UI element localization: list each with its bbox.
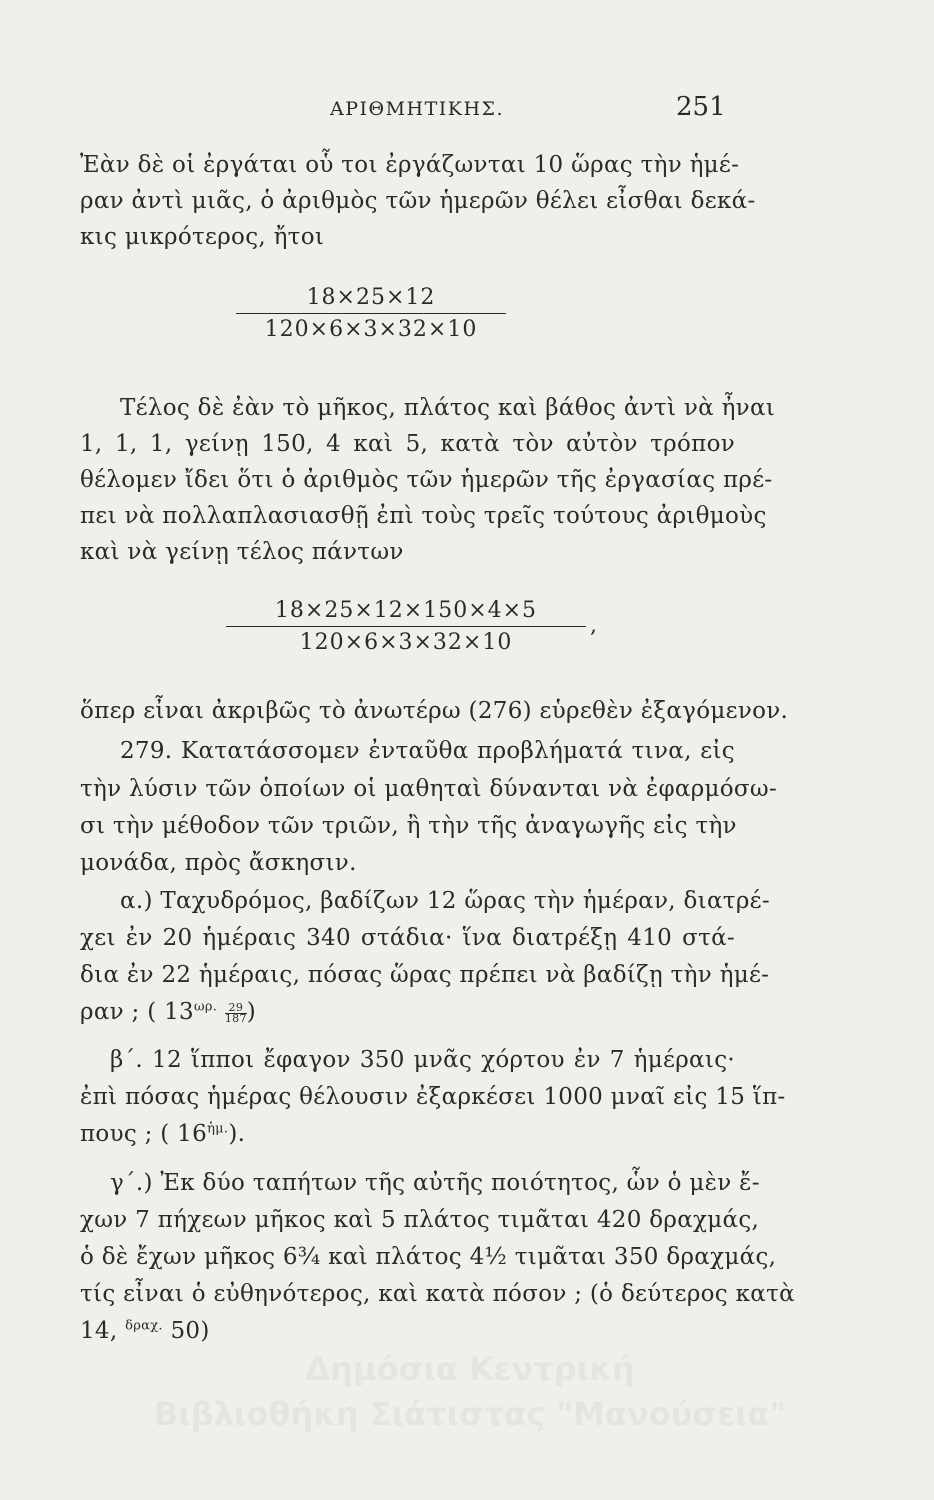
text-line: 1, 1, 1, γείνῃ 150, 4 καὶ 5, κατὰ τὸν αὐτὸν τρόπον xyxy=(80,431,735,457)
fraction-1 xyxy=(236,285,506,342)
problem-b-line: β΄. 12 ἵπποι ἔφαγον 350 μνᾶς χόρτου ἐν 7 ἡμέραις· xyxy=(110,1047,735,1073)
text-line: σι τὴν μέθοδον τῶν τριῶν, ἢ τὴν τῆς ἀναγωγῆς εἰς τὴν xyxy=(80,813,737,839)
problem-b-answer: πους ; ( $16^{ἡ\mu.}$). xyxy=(80,1121,246,1147)
problem-c-line: τίς εἶναι ὁ εὐθηνότερος, καὶ κατὰ πόσον ; (ὁ δεύτερος κατὰ xyxy=(80,1281,795,1307)
fraction-2 xyxy=(226,598,586,655)
page-number: 251 xyxy=(676,92,726,122)
text-line: Ἐὰν δὲ οἱ ἐργάται οὗ τοι ἐργάζωνται 10 ὥρας τὴν ἡμέ- xyxy=(80,152,740,178)
text-line: μονάδα, πρὸς ἄσκησιν. xyxy=(80,850,357,876)
library-watermark-line2: Βιβλιοθήκη Σιάτιστας "Μανούσεια" xyxy=(153,1395,787,1433)
problem-b-line: ἐπὶ πόσας ἡμέρας θέλουσιν ἐξαρκέσει 1000 μναῖ εἰς 15 ἵπ- xyxy=(80,1084,786,1110)
text-line: ὅπερ εἶναι ἀκριβῶς τὸ ἀνωτέρω (276) εὑρεθὲν ἐξαγόμενον. xyxy=(80,698,789,724)
problem-c-line: χων 7 πήχεων μῆκος καὶ 5 πλάτος τιμᾶται 420 δραχμάς, xyxy=(80,1207,760,1233)
text-line: καὶ νὰ γείνῃ τέλος πάντων xyxy=(80,539,404,565)
problem-a-line: α.) Ταχυδρόμος, βαδίζων 12 ὥρας τὴν ἡμέραν, διατρέ- xyxy=(120,888,770,914)
problem-a-answer: ραν ; ( $13^{\omega\rho.}$ $\frac{29}{187}$ ) xyxy=(80,999,257,1025)
problem-c-line: γ΄.) Ἐκ δύο ταπήτων τῆς αὐτῆς ποιότητος, ὧν ὁ μὲν ἔ- xyxy=(110,1170,760,1196)
fraction-2-comma: , xyxy=(590,613,597,638)
text-line: 279. Κατατάσσομεν ἐνταῦθα προβλήματά τινα, εἰς xyxy=(120,738,735,764)
answer-fraction: $\frac{29}{187}$ xyxy=(224,1000,247,1025)
text-line: Τέλος δὲ ἐὰν τὸ μῆκος, πλάτος καὶ βάθος ἀντὶ νὰ ἦναι xyxy=(120,395,776,421)
fraction-2-denominator: 120×6×3×32×10 xyxy=(299,630,513,655)
fraction-1-numerator: 18×25×12 xyxy=(306,285,436,310)
fraction-bar xyxy=(236,313,506,314)
text-line: κις μικρότερος, ἤτοι xyxy=(80,224,325,250)
fraction-2-numerator: 18×25×12×150×4×5 xyxy=(274,598,538,623)
text-line: τὴν λύσιν τῶν ὁποίων οἱ μαθηταὶ δύνανται νὰ ἐφαρμόσω- xyxy=(80,776,778,802)
fraction-1-denominator: 120×6×3×32×10 xyxy=(264,317,478,342)
problem-c-answer: 14, $^{\delta\rho\alpha\chi.}$ 50) xyxy=(80,1318,210,1344)
running-header: ΑΡΙΘΜΗΤΙΚΗΣ. xyxy=(330,98,505,120)
problem-a-line: δια ἐν 22 ἡμέραις, πόσας ὥρας πρέπει νὰ βαδίζῃ τὴν ἡμέ- xyxy=(80,962,770,988)
library-watermark-line1: Δημόσια Κεντρική xyxy=(305,1350,635,1388)
fraction-bar xyxy=(226,626,586,627)
text-line: πει νὰ πολλαπλασιασθῇ ἐπὶ τοὺς τρεῖς τούτους ἀριθμοὺς xyxy=(80,503,767,529)
problem-a-line: χει ἐν 20 ἡμέραις 340 στάδια· ἵνα διατρέξῃ 410 στά- xyxy=(80,925,735,951)
text-line: ραν ἀντὶ μιᾶς, ὁ ἀριθμὸς τῶν ἡμερῶν θέλει εἶσθαι δεκά- xyxy=(80,188,756,214)
text-line: θέλομεν ἴδει ὅτι ὁ ἀριθμὸς τῶν ἡμερῶν τῆς ἐργασίας πρέ- xyxy=(80,467,773,493)
problem-c-line: ὁ δὲ ἔχων μῆκος 6¾ καὶ πλάτος 4½ τιμᾶται 350 δραχμάς, xyxy=(80,1244,777,1270)
